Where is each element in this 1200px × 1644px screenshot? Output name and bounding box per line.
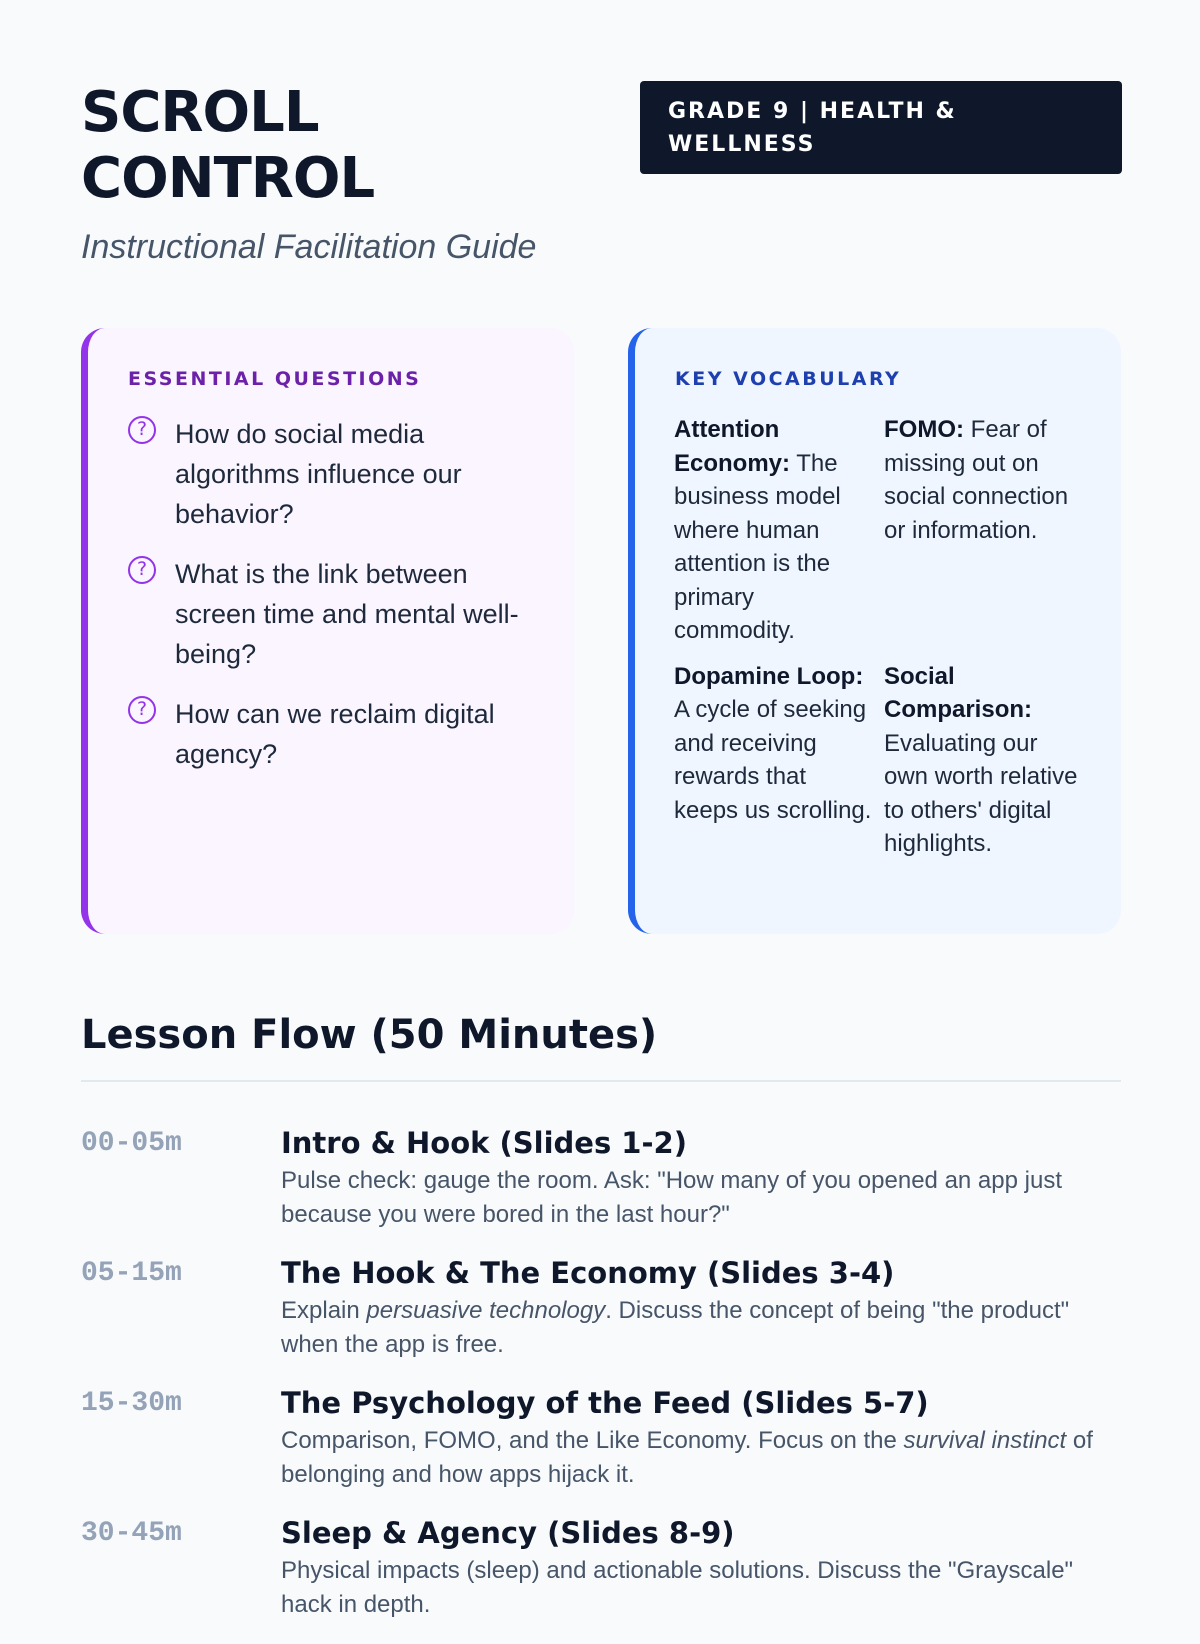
essential-questions-label: ESSENTIAL QUESTIONS xyxy=(128,368,422,390)
flow-description xyxy=(281,1164,1121,1232)
question-circle-icon: ? xyxy=(128,696,156,724)
lesson-flow-item xyxy=(81,1254,1121,1384)
flow-body xyxy=(281,1254,1121,1362)
flow-description xyxy=(281,1294,1121,1362)
flow-desc-part: of belonging and how apps hijack it. xyxy=(281,1427,1093,1488)
page-title xyxy=(81,80,374,212)
vocab-definition: Evaluating our own worth relative to others' digital highlights. xyxy=(884,729,1078,857)
flow-desc-emphasis: persuasive technology xyxy=(366,1297,606,1324)
lesson-flow-item xyxy=(81,1384,1121,1514)
vocab-term: Dopamine Loop: xyxy=(674,662,864,690)
flow-time: 00-05m xyxy=(81,1128,182,1159)
question-text: What is the link between screen time and mental well-being? xyxy=(175,559,519,669)
lesson-flow-item xyxy=(81,1124,1121,1254)
question-item xyxy=(128,414,548,534)
vocab-item xyxy=(674,660,874,861)
flow-desc-part: Pulse check: gauge the room. Ask: "How many of you opened an app just because you were bored in the last hour?" xyxy=(281,1167,1062,1228)
flow-desc-part: Comparison, FOMO, and the Like Economy. Focus on the xyxy=(281,1427,904,1454)
question-text: How can we reclaim digital agency? xyxy=(175,699,495,769)
facilitation-guide-page xyxy=(81,0,1121,1618)
flow-body xyxy=(281,1124,1121,1232)
section-divider xyxy=(81,1080,1121,1082)
flow-desc-part: . Discuss the concept of being "the product" when the app is free. xyxy=(281,1297,1070,1358)
vocab-definition: A cycle of seeking and receiving rewards that keeps us scrolling. xyxy=(674,696,872,824)
lesson-flow-item xyxy=(81,1514,1121,1644)
question-item xyxy=(128,694,548,774)
vocab-term: Social Comparison: xyxy=(884,662,1033,723)
flow-time: 15-30m xyxy=(81,1388,182,1419)
question-circle-icon: ? xyxy=(128,416,156,444)
flow-body xyxy=(281,1514,1121,1622)
flow-desc-part: Explain xyxy=(281,1297,367,1324)
key-vocabulary-card xyxy=(628,328,1121,934)
flow-title: The Psychology of the Feed (Slides 5-7) xyxy=(281,1386,929,1420)
essential-questions-card xyxy=(81,328,574,934)
page-subtitle: Instructional Facilitation Guide xyxy=(81,228,537,266)
flow-title: The Hook & The Economy (Slides 3-4) xyxy=(281,1256,895,1290)
flow-time: 05-15m xyxy=(81,1258,182,1289)
lesson-flow-title: Lesson Flow (50 Minutes) xyxy=(81,1012,658,1058)
flow-title: Sleep & Agency (Slides 8-9) xyxy=(281,1516,735,1550)
vocab-term: FOMO: xyxy=(884,416,964,443)
flow-desc-emphasis: survival instinct xyxy=(903,1427,1067,1454)
flow-description xyxy=(281,1424,1121,1492)
question-text: How do social media algorithms influence our behavior? xyxy=(175,419,462,529)
vocab-definition: The business model where human attention is the primary commodity. xyxy=(674,449,841,644)
flow-time: 30-45m xyxy=(81,1518,182,1549)
vocab-item xyxy=(884,660,1084,861)
key-vocabulary-label: KEY VOCABULARY xyxy=(675,368,902,390)
title-line-1: SCROLL xyxy=(81,80,319,145)
vocab-item xyxy=(884,413,1084,648)
vocab-term: Attention Economy: xyxy=(674,416,791,477)
question-circle-icon: ? xyxy=(128,556,156,584)
flow-desc-part: Physical impacts (sleep) and actionable solutions. Discuss the "Grayscale" hack in depth. xyxy=(281,1557,1074,1618)
vocab-item xyxy=(674,413,874,648)
question-item xyxy=(128,554,548,674)
flow-title: Intro & Hook (Slides 1-2) xyxy=(281,1126,687,1160)
lesson-flow-list xyxy=(81,1124,1121,1644)
flow-description xyxy=(281,1554,1121,1622)
vocabulary-grid xyxy=(674,413,1094,861)
header xyxy=(81,0,1121,300)
grade-badge: GRADE 9 | HEALTH & WELLNESS xyxy=(640,81,1122,174)
flow-body xyxy=(281,1384,1121,1492)
vocab-definition: Fear of missing out on social connection or information. xyxy=(884,416,1069,544)
title-line-2: CONTROL xyxy=(81,146,375,211)
question-list xyxy=(128,414,548,794)
